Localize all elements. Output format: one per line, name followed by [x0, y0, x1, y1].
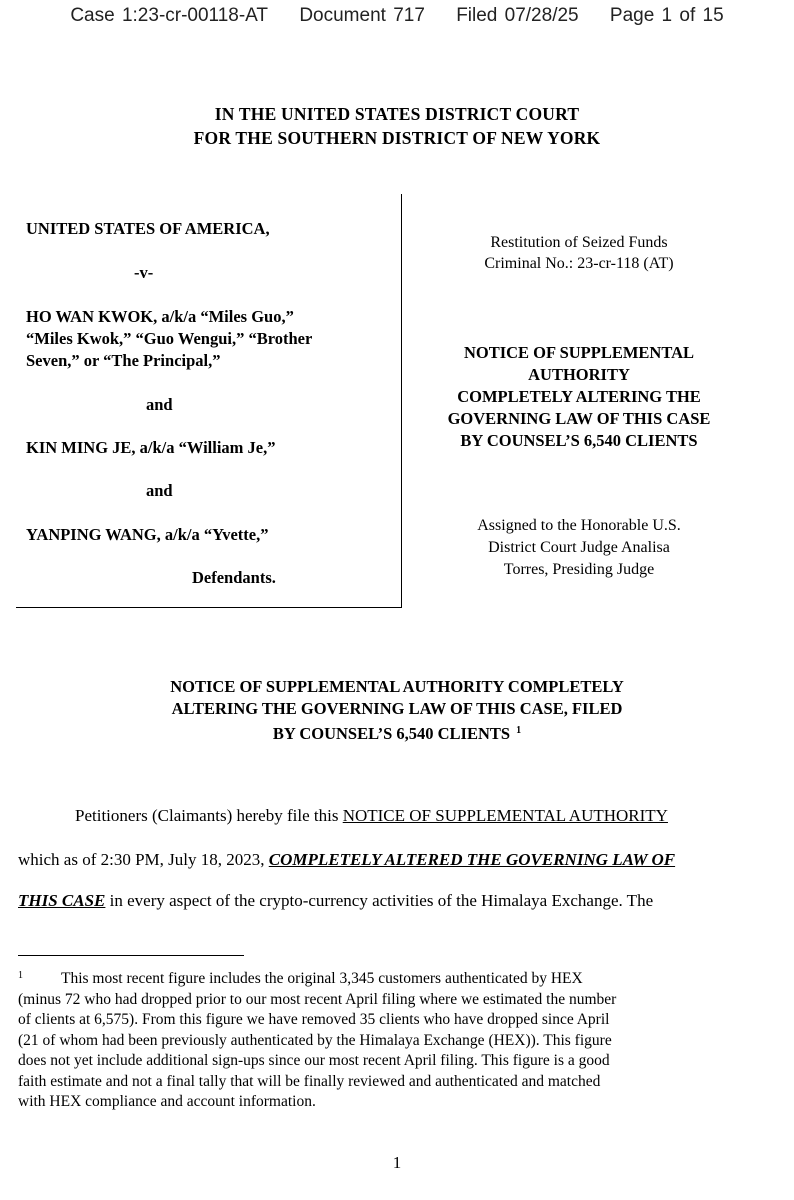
case-caption-box: [16, 194, 402, 608]
document-title: [0, 676, 794, 745]
filed-date: Filed 07/28/25: [456, 5, 579, 26]
notice-reference: NOTICE OF SUPPLEMENTAL AUTHORITY: [342, 806, 668, 825]
notice-title-block: [404, 342, 754, 452]
and-2: and: [146, 481, 173, 500]
notice-line-2: AUTHORITY: [528, 365, 630, 384]
footnote-reference: 1: [516, 725, 522, 736]
emphasis-altered-law: COMPLETELY ALTERED THE GOVERNING LAW OF: [268, 850, 676, 869]
defendant-3: YANPING WANG, a/k/a “Yvette,”: [26, 525, 269, 544]
defendant-1-line-1: HO WAN KWOK, a/k/a “Miles Guo,”: [26, 307, 294, 326]
body-line-2-text: which as of 2:30 PM, July 18, 2023,: [18, 850, 269, 869]
body-line-1-text: Petitioners (Claimants) hereby file this: [75, 806, 343, 825]
assigned-line-1: Assigned to the Honorable U.S.: [477, 517, 681, 534]
footnote-line-5: does not yet include additional sign-ups since our most recent April filing. This figure is a good: [18, 1052, 610, 1069]
title-line-2: ALTERING THE GOVERNING LAW OF THIS CASE, FILED: [171, 699, 623, 718]
title-line-3-text: BY COUNSEL’S 6,540 CLIENTS: [272, 724, 511, 743]
court-line-1: IN THE UNITED STATES DISTRICT COURT: [214, 104, 580, 124]
footnote-line-6: faith estimate and not a final tally that will be finally reviewed and authenticated and matched: [18, 1072, 601, 1090]
footnote-line-4: (21 of whom had been previously authenticated by the Himalaya Exchange (HEX)). This figure: [18, 1031, 612, 1049]
defendant-2: KIN MING JE, a/k/a “William Je,”: [26, 438, 276, 457]
defendants-label: Defendants.: [192, 568, 276, 587]
and-1: and: [146, 395, 173, 414]
footnote-divider: [18, 955, 244, 956]
assigned-judge-block: [404, 515, 754, 581]
body-line-3: [18, 891, 653, 911]
emphasis-this-case: THIS CASE: [18, 891, 106, 910]
footnote-line-1-text: This most recent figure includes the original 3,345 customers authenticated by HEX: [61, 970, 583, 987]
footnote-line-3: of clients at 6,575). From this figure we have removed 35 clients who have dropped since April: [18, 1011, 610, 1028]
plaintiff-name: UNITED STATES OF AMERICA,: [26, 219, 270, 238]
assigned-line-3: Torres, Presiding Judge: [503, 561, 655, 578]
body-line-3-text: in every aspect of the crypto-currency activities of the Himalaya Exchange. The: [105, 891, 654, 910]
notice-line-3: COMPLETELY ALTERING THE: [457, 387, 701, 406]
case-number: Case 1:23-cr-00118-AT: [70, 5, 269, 26]
footnote-line-7: with HEX compliance and account information.: [18, 1093, 316, 1110]
footnote-1: [18, 966, 758, 1113]
body-line-2: [18, 850, 675, 870]
ecf-header-stamp: [0, 5, 794, 27]
restitution-block: [404, 232, 754, 274]
footnote-line-2: (minus 72 who had dropped prior to our most recent April filing where we estimated the number: [18, 990, 617, 1008]
notice-line-1: NOTICE OF SUPPLEMENTAL: [463, 343, 695, 362]
defendant-1-line-3: Seven,” or “The Principal,”: [26, 351, 221, 370]
defendant-1-line-2: “Miles Kwok,” “Guo Wengui,” “Brother: [26, 329, 313, 348]
restitution-label: Restitution of Seized Funds: [490, 234, 668, 251]
footnote-line-1: [18, 966, 758, 990]
court-heading: [0, 102, 794, 150]
title-line-3: [0, 720, 794, 745]
assigned-line-2: District Court Judge Analisa: [488, 539, 670, 556]
page-count: Page 1 of 15: [609, 5, 724, 26]
page-number: 1: [392, 1153, 402, 1172]
footnote-number: 1: [18, 970, 23, 981]
notice-line-4: GOVERNING LAW OF THIS CASE: [447, 409, 711, 428]
court-line-2: FOR THE SOUTHERN DISTRICT OF NEW YORK: [193, 128, 601, 148]
body-line-1: [75, 806, 668, 826]
criminal-number: Criminal No.: 23-cr-118 (AT): [484, 255, 674, 272]
title-line-1: NOTICE OF SUPPLEMENTAL AUTHORITY COMPLETELY: [170, 677, 624, 696]
document-number: Document 717: [299, 5, 425, 26]
versus: -v-: [134, 263, 154, 282]
notice-line-5: BY COUNSEL’S 6,540 CLIENTS: [460, 431, 698, 450]
